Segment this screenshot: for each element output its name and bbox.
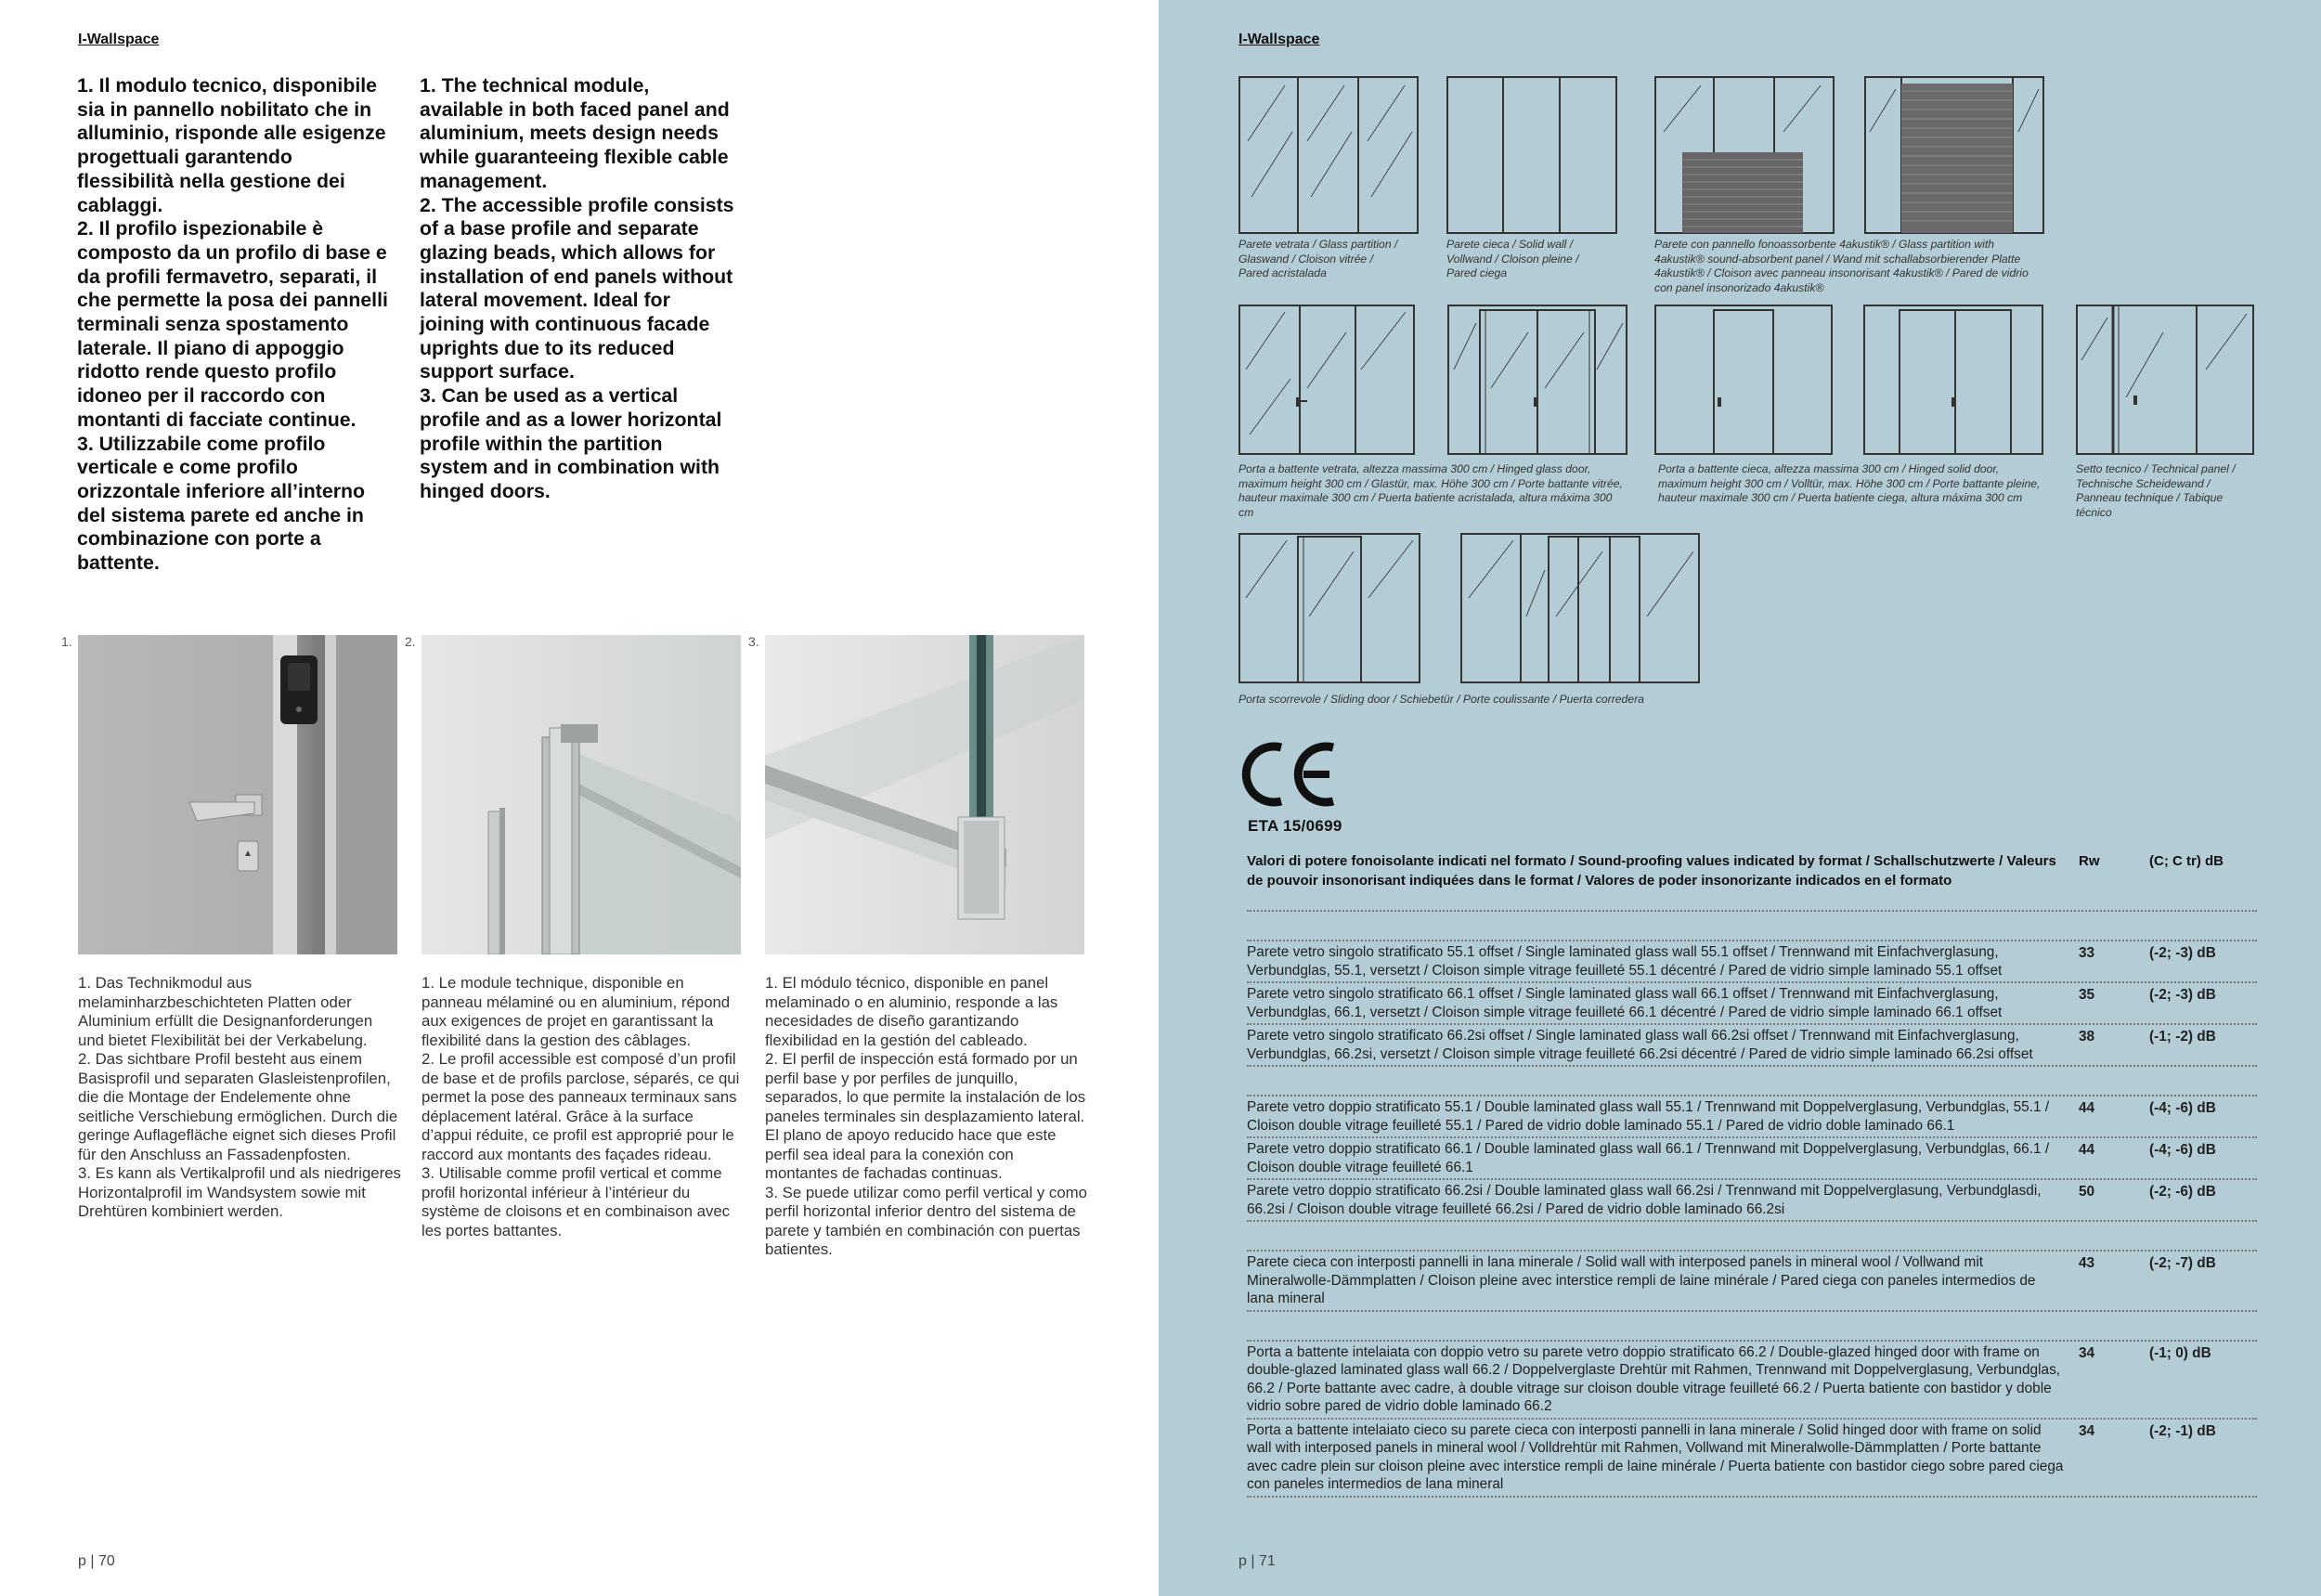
caption-technical-panel: Setto tecnico / Technical panel / Technische Scheidewand / Panneau technique / Tabique técnico	[2076, 462, 2236, 519]
row-c-value: (-2; -6) dB	[2149, 1184, 2216, 1200]
row-rw-value: 33	[2079, 945, 2095, 961]
table-row	[1247, 983, 2257, 1025]
row-description: Parete vetro doppio stratificato 66.1 / Double laminated glass wall 66.1 / Trennwand mit Doppelverglasung, Verbundglas, 66.1 / Cloison double vitrage feuilleté 66.1	[1247, 1141, 2050, 1175]
table-spacer	[1247, 1312, 2257, 1342]
row-c-value: (-4; -6) dB	[2149, 1100, 2216, 1116]
row-description: Parete cieca con interposti pannelli in lana minerale / Solid wall with interposed panels in mineral wool / Vollwand mit Mineralwolle-Dämmplatten / Cloison pleine avec interstice rempli de laine minérale / Pared ciega con paneles intermedios de lana mineral	[1247, 1254, 2036, 1306]
diagram-panel-wall	[1654, 76, 1835, 234]
photo-number-2: 2.	[405, 634, 416, 649]
row-c-value: (-2; -3) dB	[2149, 987, 2216, 1003]
row-description: Porta a battente intelaiato cieco su parete cieca con interposti pannelli in lana minerale / Solid hinged door with frame on solid wall with interposed panels in mineral wool / Volldrehtür mit Rahmen, Vollwand mit Mineralwolle-Dämmplatten / Porte battante avec cadre plein sur cloison pleine avec interstice rempli de laine minérale / Puerta batiente con bastidor ciego sobre pared ciega con paneles intermedios de lana mineral	[1247, 1421, 2064, 1492]
diagram-solid-door	[1654, 305, 2044, 455]
text-es-3: 3. Se puede utilizar como perfil vertical y como perfil horizontal inferior dentro del sistema de parete y también en combinación con puertas batientes.	[765, 1183, 1087, 1258]
table-row	[1247, 1096, 2257, 1138]
row-c-value: (-2; -1) dB	[2149, 1422, 2216, 1439]
table-row	[1247, 941, 2257, 983]
intro-it-3: 3. Utilizzabile come profilo verticale e come profilo orizzontale inferiore all’interno del sistema parete ed anche in combinazione con porte a battente.	[77, 432, 366, 575]
text-es-2: 2. El perfil de inspección está formado por un perfil base y por perfiles de junquillo, separados, lo que permite la instalación de los paneles terminales sin desplazamiento lateral. El plano de apoyo reducido hace que este perfil sea ideal para la conexión con montantes de fachadas continuas.	[765, 1050, 1086, 1182]
intro-it-2: 2. Il profilo ispezionabile è composto da un profilo di base e da profili fermavetro, separati, il che permette la posa dei pannelli terminali senza spostamento laterale. Il piano di appoggio ridotto rende questo profilo idoneo per il raccordo con montanti di facciate continue.	[77, 217, 388, 431]
soundproofing-table	[1247, 852, 2257, 1498]
text-spanish	[765, 974, 1088, 1260]
row-c-value: (-1; 0) dB	[2149, 1344, 2211, 1361]
row-description: Parete vetro doppio stratificato 66.2si / Double laminated glass wall 66.2si / Trennwand mit Doppelverglasung, Verbundglasdi, 66.2si / Cloison double vitrage feuilleté 66.2si / Pared de vidrio doble laminado 66.2si	[1247, 1183, 2042, 1217]
intro-en-2: 2. The accessible profile consists of a base profile and separate glazing beads, which allows for installation of end panels without lateral movement. Ideal for joining with continuous facade uprights due to its reduced support surface.	[420, 193, 734, 383]
row-description: Parete vetro singolo stratificato 66.2si offset / Single laminated glass wall 66.2si offset / Trennwand mit Einfachverglasung, Verbundglas, 66.2si, versetzt / Cloison simple vitrage feuilleté 66.2si décentré / Pared de vidrio simple laminado 66.2si offset	[1247, 1028, 2033, 1062]
photo-number-1: 1.	[61, 634, 72, 649]
caption-solid-door: Porta a battente cieca, altezza massima 300 cm / Hinged solid door, maximum height 300 cm / Volltür, max. Höhe 300 cm / Porte battante pleine, hauteur maximale 300 cm / Puerta batiente ciega, altura máxima 300 cm	[1658, 462, 2041, 504]
table-spacer	[1247, 1067, 2257, 1096]
text-french	[421, 974, 745, 1240]
caption-glass-door: Porta a battente vetrata, altezza massima 300 cm / Hinged glass door, maximum height 300 cm / Glastür, max. Höhe 300 cm / Porte battante vitrée, hauteur maximale 300 cm / Puerta batiente acristalada, altura máxima 300 cm	[1238, 462, 1623, 519]
table-header-desc: Valori di potere fonoisolante indicati nel formato / Sound-proofing values indicated by format / Schallschutzwerte / Valeurs de pouvoir insonorisant indiquées dans le format / Valores de poder insonorizante indicados en el formato	[1247, 853, 2056, 889]
row-rw-value: 34	[2079, 1344, 2095, 1361]
page-header: I-Wallspace	[78, 32, 160, 47]
text-de-2: 2. Das sichtbare Profil besteht aus einem Basisprofil und separaten Glasleistenprofilen, die die Montage der Endelemente ohne seitliche Verschiebung ermöglichen. Durch die geringe Auflagefläche eignet sich dieses Profil für den Anschluss an Fassadenpfosten.	[78, 1050, 398, 1163]
row-description: Parete vetro doppio stratificato 55.1 / Double laminated glass wall 55.1 / Trennwand mit Doppelverglasung, Verbundglas, 55.1 / Cloison double vitrage feuilleté 55.1 / Pared de vidrio doble laminado 55.1 / Pared de vidrio doble laminado 66.1	[1247, 1099, 2050, 1134]
row-c-value: (-2; -7) dB	[2149, 1255, 2216, 1271]
left-page	[0, 0, 1159, 1596]
text-fr-2: 2. Le profil accessible est composé d’un profil de base et de profils parclose, séparés, ce qui permet la pose des panneaux terminaux sans déplacement latéral. Grâce à la surface d’appui réduite, ce profil est approprié pour le raccord aux montants des façades rideau.	[421, 1050, 740, 1163]
eta-code: ETA 15/0699	[1248, 817, 1342, 835]
table-header	[1247, 852, 2257, 912]
diagram-full-panel-wall	[1864, 76, 2044, 234]
table-header-c: (C; C tr) dB	[2149, 853, 2224, 869]
table-row	[1247, 1252, 2257, 1312]
table-row	[1247, 1342, 2257, 1420]
intro-en-3: 3. Can be used as a vertical profile and as a lower horizontal profile within the partition system and in combination with hinged doors.	[420, 384, 722, 502]
photo-channel-profile	[765, 635, 1084, 954]
diagram-technical-panel	[2076, 305, 2254, 455]
photo-accessible-profile	[421, 635, 741, 954]
photo-technical-module	[78, 635, 397, 954]
diagram-sliding-door	[1238, 533, 1703, 683]
table-header-rw: Rw	[2079, 853, 2100, 869]
intro-it-1: 1. Il modulo tecnico, disponibile sia in pannello nobilitato che in alluminio, risponde alle esigenze progettuali garantendo flessibilità nella gestione dei cablaggi.	[77, 74, 386, 216]
row-description: Porta a battente intelaiata con doppio vetro su parete vetro doppio stratificato 66.2 / Double-glazed hinged door with frame on double-glazed laminated glass wall 66.2 / Doppelverglaste Drehtür mit Rahmen, Trennwand mit Doppelverglasung, Verbundglas, 66.2 / Porte battante avec cadre, à double vitrage sur cloison double vitrage feuilleté 66.2 / Puerta batiente con bastidor y doble vidrio sobre pared de vidrio doble laminado 66.2	[1247, 1343, 2061, 1414]
diagram-glass-wall	[1238, 76, 1419, 234]
caption-panel-wall: Parete con pannello fonoassorbente 4akustik® / Glass partition with 4akustik® sound-absorbent panel / Wand mit schallabsorbierender Platte 4akustik® / Cloison avec panneau insonorisant 4akustik® / Pared de vidrio con panel insonorizado 4akustik®	[1654, 238, 2029, 294]
row-rw-value: 34	[2079, 1422, 2095, 1439]
row-rw-value: 50	[2079, 1184, 2095, 1200]
page-number: p | 71	[1238, 1553, 1276, 1569]
photo-number-3: 3.	[748, 634, 759, 649]
caption-solid-wall: Parete cieca / Solid wall / Vollwand / Cloison pleine / Pared ciega	[1446, 238, 1579, 279]
table-row	[1247, 1180, 2257, 1222]
row-description: Parete vetro singolo stratificato 66.1 offset / Single laminated glass wall 66.1 offset / Trennwand mit Einfachverglasung, Verbundglas, 66.1, versetzt / Cloison simple vitrage feuilleté 66.1 décentré / Pared de vidrio simple laminado 66.1 offset	[1247, 986, 2003, 1020]
right-page	[1159, 0, 2321, 1596]
row-rw-value: 43	[2079, 1255, 2095, 1271]
page-number: p | 70	[78, 1553, 115, 1569]
text-de-3: 3. Es kann als Vertikalprofil und als niedrigeres Horizontalprofil im Wandsystem sowie mit Drehtüren kombiniert werden.	[78, 1164, 401, 1220]
row-rw-value: 44	[2079, 1100, 2095, 1116]
caption-sliding-door: Porta scorrevole / Sliding door / Schiebetür / Porte coulissante / Puerta corredera	[1238, 693, 1644, 706]
row-rw-value: 38	[2079, 1029, 2095, 1045]
table-row	[1247, 1025, 2257, 1067]
row-c-value: (-1; -2) dB	[2149, 1029, 2216, 1045]
row-description: Parete vetro singolo stratificato 55.1 offset / Single laminated glass wall 55.1 offset / Trennwand mit Einfachverglasung, Verbundglas, 55.1, versetzt / Cloison simple vitrage feuilleté 55.1 décentré / Pared de vidrio simple laminado 55.1 offset	[1247, 944, 2003, 979]
caption-glass-wall: Parete vetrata / Glass partition / Glaswand / Cloison vitrée / Pared acristalada	[1238, 238, 1398, 279]
row-c-value: (-4; -6) dB	[2149, 1142, 2216, 1158]
text-fr-3: 3. Utilisable comme profil vertical et comme profil horizontal inférieur à l’intérieur du système de cloisons et en combinaison avec les portes battantes.	[421, 1164, 731, 1239]
table-row	[1247, 1420, 2257, 1498]
page-header: I-Wallspace	[1238, 32, 1320, 47]
row-rw-value: 44	[2079, 1142, 2095, 1158]
intro-english	[420, 74, 735, 504]
table-spacer	[1247, 1222, 2257, 1252]
row-rw-value: 35	[2079, 987, 2095, 1003]
intro-italian	[77, 74, 393, 576]
intro-en-1: 1. The technical module, available in both faced panel and aluminium, meets design needs while guaranteeing flexible cable management.	[420, 74, 730, 192]
table-row	[1247, 1138, 2257, 1180]
table-spacer	[1247, 912, 2257, 941]
diagram-solid-wall	[1446, 76, 1617, 234]
diagram-glass-door	[1238, 305, 1628, 455]
text-german	[78, 974, 401, 1222]
text-de-1: 1. Das Technikmodul aus melaminharzbeschichteten Platten oder Aluminium erfüllt die Designanforderungen und bietet Flexibilität bei der Verkabelung.	[78, 974, 373, 1049]
ce-mark	[1237, 738, 1339, 815]
text-fr-1: 1. Le module technique, disponible en panneau mélaminé ou en aluminium, répond aux exigences de projet en garantissant la flexibilité dans la gestion des câblages.	[421, 974, 731, 1049]
text-es-1: 1. El módulo técnico, disponible en panel melaminado o en aluminio, responde a las necesidades de diseño garantizando flexibilidad en la gestión del cableado.	[765, 974, 1058, 1049]
row-c-value: (-2; -3) dB	[2149, 945, 2216, 961]
